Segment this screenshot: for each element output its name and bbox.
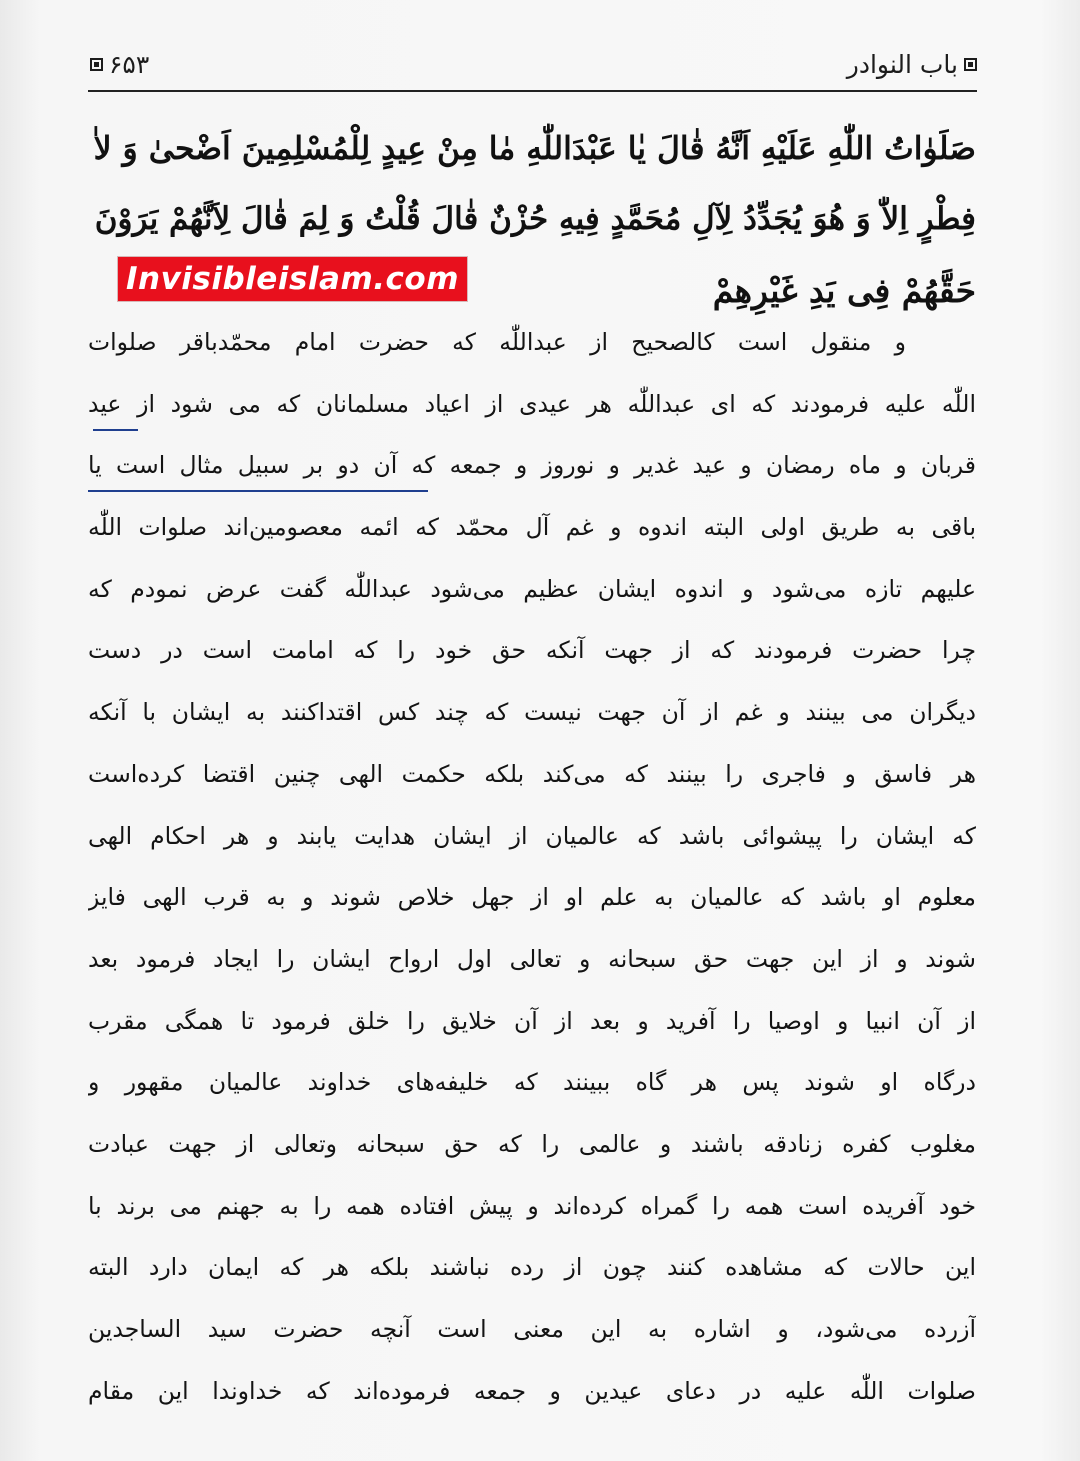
- arabic-line: فِطْرٍ اِلاّٰ وَ هُوَ يُجَدِّدُ لِآلِ مُحَمَّدٍ فِيهِ حُزْنٌ قٰالَ قُلْتُ وَ لِمَ قٰالَ لِاَنَّهُمْ يَرَوْنَ: [94, 201, 976, 237]
- translation-line: اللّٰه عليه فرمودند كه اى عبداللّٰه هر عيدى از اعياد مسلمانان كه مى شود از عيد: [88, 389, 976, 418]
- translation-line: شوند و از اين جهت حق سبحانه و تعالى اول ارواح ايشان را ايجاد فرمود بعد: [88, 944, 976, 973]
- highlight-underline: [88, 490, 428, 492]
- translation-line: مغلوب كفره زنادقه باشند و عالمى را كه حق سبحانه وتعالى از جهت عبادت: [88, 1129, 976, 1158]
- watermark-logo: Invisibleislam.com: [118, 257, 467, 301]
- translation-line: عليهم تازه مى‌شود و اندوه ايشان عظيم مى‌شود عبداللّٰه گفت عرض نمودم كه: [88, 574, 976, 603]
- translation-line: خود آفريده است همه را گمراه كرده‌اند و پيش افتاده همه را به جهنم مى برند با: [88, 1191, 976, 1220]
- translation-line: معلوم او باشد كه عالميان به علم او از جهل خلاص شوند و به قرب الهى فايز: [88, 883, 976, 912]
- page-number-text: ۶۵۳: [109, 49, 150, 79]
- translation-line: و منقول است كالصحيح از عبداللّٰه كه حضرت امام محمّدباقر صلوات: [88, 328, 906, 356]
- translation-line: صلوات اللّٰه عليه در دعاى عيدين و جمعه فرموده‌اند كه خداوندا اين مقام: [88, 1376, 976, 1405]
- page-header: [90, 38, 977, 90]
- translation-line: باقى به طريق اولى البته اندوه و غم آل محمّد كه ائمه معصومين‌اند صلوات اللّٰه: [88, 513, 976, 542]
- square-ornament-icon: [90, 58, 103, 71]
- translation-line: ديگران مى بينند و غم از آن جهت نيست كه چند كس اقتداكنند به ايشان با آنكه: [88, 698, 976, 727]
- chapter-title-text: باب النوادر: [846, 49, 958, 79]
- page-number: [90, 50, 149, 79]
- arabic-line: صَلَوٰاتُ اللّٰهِ عَلَيْهِ اَنَّهُ قٰالَ يٰا عَبْدَاللّٰهِ مٰا مِنْ عِيدٍ لِلْمُسْلِمِينَ اَضْحىٰ وَ لاٰ: [93, 130, 976, 167]
- translation-line: آزرده مى‌شود، و اشاره به اين معنى است آنچه حضرت سيد الساجدين: [88, 1315, 976, 1343]
- translation-line: كه ايشان را پيشوائى باشد كه عالميان از ايشان هدايت يابند و هر احكام الهى: [88, 821, 976, 850]
- persian-translation-text: [88, 312, 976, 1422]
- translation-line: اين حالات كه مشاهده كنند چون از رده نباشند بلكه هر كه ايمان دارد البته: [88, 1253, 976, 1282]
- arabic-line: حَقَّهُمْ فِى يَدِ غَيْرِهِمْ: [712, 271, 976, 310]
- chapter-title: [847, 50, 977, 79]
- translation-line: هر فاسق و فاجرى را بينند كه مى‌كند بلكه حكمت الهى چنين اقتضا كرده‌است: [88, 759, 976, 788]
- square-ornament-icon: [964, 58, 977, 71]
- header-divider: [88, 90, 977, 92]
- translation-line: از آن انبيا و اوصيا را آفريد و بعد از آن خلايق را خلق فرمود تا همگى مقرب: [88, 1006, 976, 1035]
- translation-line: قربان و ماه رمضان و عيد غدير و نوروز و جمعه كه آن دو بر سبيل مثال است يا: [88, 451, 976, 480]
- translation-line: چرا حضرت فرمودند كه از جهت آنكه حق خود را كه امامت است در دست: [88, 636, 976, 665]
- highlight-underline: [93, 429, 138, 431]
- translation-line: درگاه او شوند پس هر گاه ببينند كه خليفه‌هاى خداوند عالميان مقهور و: [88, 1068, 976, 1097]
